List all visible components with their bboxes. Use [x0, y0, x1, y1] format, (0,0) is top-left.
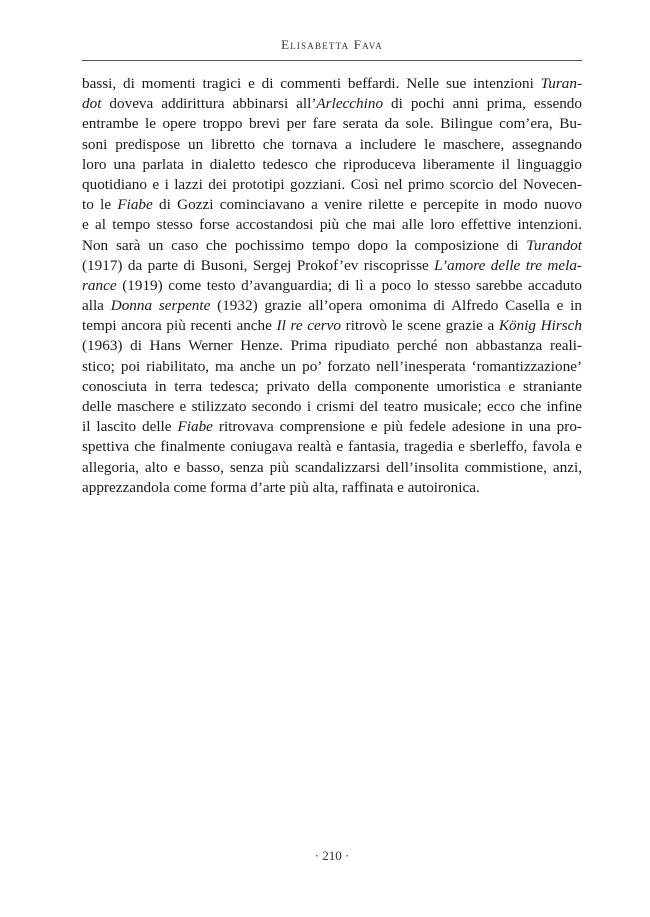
body-paragraph [82, 74, 582, 498]
text-line [82, 357, 582, 377]
text-line [82, 175, 582, 195]
text-line [82, 195, 582, 215]
header-rule [82, 60, 582, 61]
text-line [82, 256, 582, 276]
text-line [82, 478, 582, 498]
italic-title: Turandot [526, 236, 582, 254]
italic-title: dot [82, 95, 102, 113]
text-run: ritrovava comprensione e più fedele adesione in una pro- [212, 418, 582, 436]
running-header: Elisabetta Fava [281, 37, 383, 52]
text-run: quotidiano e i lazzi dei prototipi gozziani. Così nel primo scorcio del Novecen- [82, 175, 582, 193]
text-line [82, 316, 582, 336]
italic-title: rance [82, 276, 117, 294]
text-run: (1963) di Hans Werner Henze. Prima ripudiato perché non abbastanza reali- [82, 337, 582, 355]
text-run: ritrovò le scene grazie a [340, 317, 499, 335]
text-line [82, 397, 582, 417]
text-run: (1919) come testo d’avanguardia; di lì a poco lo stesso sarebbe accaduto [116, 276, 582, 294]
text-run: di pochi anni prima, essendo [383, 95, 582, 113]
text-run: (1932) grazie all’opera omonima di Alfredo Casella e in [210, 297, 582, 315]
text-line [82, 114, 582, 134]
italic-title: Arlecchino [316, 95, 384, 113]
text-run: soni predispose un libretto che tornava a includere le maschere, assegnando [82, 135, 582, 153]
italic-title: Donna serpente [110, 297, 211, 315]
text-run: conosciuta in terra tedesca; privato della componente umoristica e straniante [82, 377, 582, 395]
text-run: stico; poi riabilitato, ma anche un po’ forzato nell’inesperata ‘romantizzazione’ [82, 357, 582, 375]
text-line [82, 417, 582, 437]
text-run: apprezzandola come forma d’arte più alta, raffinata e autoironica. [82, 478, 480, 496]
text-line [82, 336, 582, 356]
text-run: Non sarà un caso che pochissimo tempo dopo la composizione di [82, 236, 527, 254]
text-line [82, 236, 582, 256]
text-run: e al tempo stesso forse accostandosi più che mai alle loro effettive intenzioni. [82, 216, 582, 234]
text-run: doveva addirittura abbinarsi all’ [101, 95, 317, 113]
text-run: allegoria, alto e basso, senza più scandalizzarsi dell’insolita commistione, anzi, [82, 458, 582, 476]
text-run: alla [82, 297, 111, 315]
italic-title: Fiabe [117, 196, 153, 214]
text-run: bassi, di momenti tragici e di commenti beffardi. Nelle sue intenzioni [82, 75, 541, 92]
text-run: loro una parlata in dialetto tedesco che riproduceva liberamente il linguaggio [82, 155, 582, 173]
italic-title: Il re cervo [276, 317, 341, 335]
text-run: (1917) da parte di Busoni, Sergej Prokof’ev riscoprisse [82, 256, 435, 274]
text-run: spettiva che finalmente coniugava realtà e fantasia, tragedia e sberleffo, favola e [82, 438, 582, 456]
text-line [82, 458, 582, 478]
text-line [82, 437, 582, 457]
italic-title: König Hirsch [498, 317, 583, 335]
text-line [82, 215, 582, 235]
text-run: di Gozzi cominciavano a venire rilette e percepite in modo nuovo [152, 196, 582, 214]
text-line [82, 155, 582, 175]
italic-title: L’amore delle tre mela- [434, 256, 582, 274]
text-line [82, 94, 582, 114]
text-line [82, 296, 582, 316]
text-run: entrambe le opere troppo brevi per fare serata da sole. Bilingue com’era, Bu- [82, 115, 582, 133]
page-number: · 210 · [314, 848, 350, 863]
text-line [82, 276, 582, 296]
text-run: to le [82, 196, 118, 214]
text-run: tempi ancora più recenti anche [82, 317, 277, 335]
text-run: delle maschere e stilizzato secondo i crismi del teatro musicale; ecco che infine [82, 398, 582, 415]
text-line [82, 74, 582, 94]
italic-title: Turan- [540, 75, 582, 92]
text-line [82, 135, 582, 155]
text-run: il lascito delle [82, 418, 178, 436]
italic-title: Fiabe [177, 418, 213, 436]
text-line [82, 377, 582, 397]
